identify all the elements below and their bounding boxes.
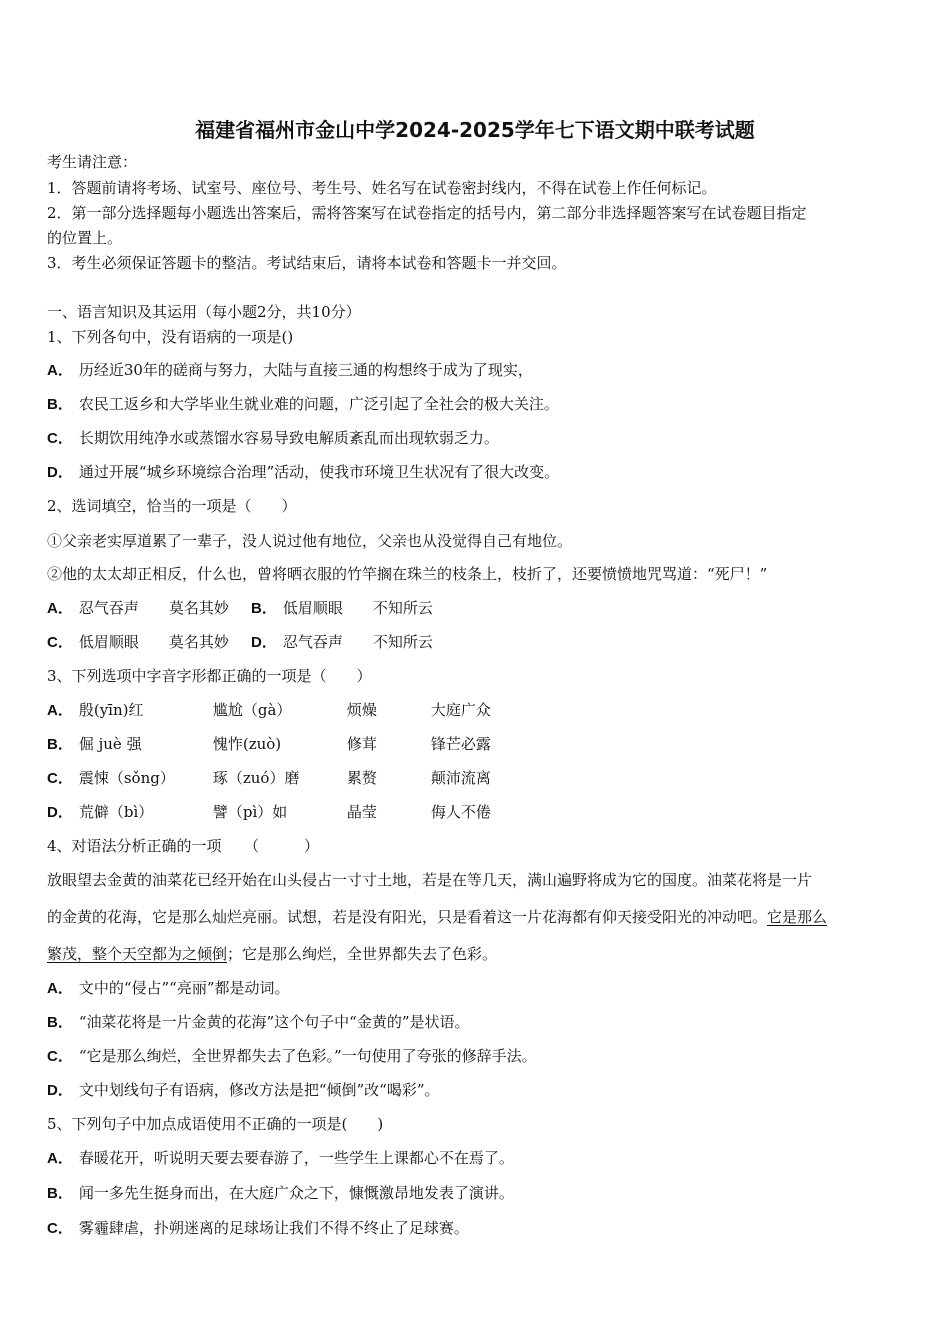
q4-passage-line-2 xyxy=(47,907,827,927)
question-stem-1: 1、下列各句中，没有语病的一项是() xyxy=(47,328,294,346)
option-cell: 倔 juè 强 xyxy=(78,735,142,753)
option-cell: 尴尬（gà） xyxy=(212,701,292,719)
option-text: 闻一多先生挺身而出，在大庭广众之下，慷慨激昂地发表了演讲。 xyxy=(78,1184,514,1202)
option-text: 春暖花开，听说明天要去要春游了，一些学生上课都心不在焉了。 xyxy=(78,1149,514,1167)
option-label: B． xyxy=(47,396,73,413)
option-text: “油菜花将是一片金黄的花海”这个句子中“金黄的”是状语。 xyxy=(78,1013,470,1031)
option-text: “它是那么绚烂，全世界都失去了色彩。”一句使用了夸张的修辞手法。 xyxy=(78,1047,537,1065)
option-label: C． xyxy=(47,1048,73,1065)
q2-options-row-1 xyxy=(47,598,433,619)
option-label: C． xyxy=(47,1220,73,1237)
q2-option-c xyxy=(47,632,251,653)
option-cell: 锋芒必露 xyxy=(430,735,491,753)
passage-text: 的金黄的花海，它是那么灿烂亮丽。试想，若是没有阳光，只是看着这一片花海都有仰天接受阳光的冲动吧。 xyxy=(47,908,768,926)
option-cell: 琢（zuó）磨 xyxy=(212,769,300,787)
option-label: C． xyxy=(47,634,73,651)
option-label: A． xyxy=(47,362,73,379)
q4-option-c xyxy=(47,1046,537,1067)
q1-option-c xyxy=(47,428,499,449)
option-cell: 譬（pì）如 xyxy=(212,803,288,821)
option-label: D． xyxy=(47,1082,73,1099)
option-label: A． xyxy=(47,980,73,997)
question-stem-5: 5、下列句子中加点成语使用不正确的一项是( ) xyxy=(47,1115,384,1133)
q2-sentence-1: ①父亲老实厚道累了一辈子，没人说过他有地位，父亲也从没觉得自己有地位。 xyxy=(47,532,573,550)
q1-option-b xyxy=(47,394,559,415)
underlined-text: 它是那么 xyxy=(767,908,828,926)
option-cell: 荒僻（bì） xyxy=(78,803,154,821)
option-text: 通过开展“城乡环境综合治理”活动，使我市环境卫生状况有了很大改变。 xyxy=(78,463,560,481)
q3-option-b xyxy=(47,734,491,755)
option-label: C． xyxy=(47,430,73,447)
q3-option-c xyxy=(47,768,491,789)
option-label: A． xyxy=(47,600,73,617)
q2-option-d xyxy=(251,632,433,653)
option-label: A． xyxy=(47,702,73,719)
notice-item: 1．答题前请将考场、试室号、座位号、考生号、姓名写在试卷密封线内，不得在试卷上作任何标记。 xyxy=(47,179,717,197)
q4-option-b xyxy=(47,1012,470,1033)
q1-option-d xyxy=(47,462,559,483)
notice-item: 2．第一部分选择题每小题选出答案后，需将答案写在试卷指定的括号内，第二部分非选择题答案写在试卷题目指定 xyxy=(47,204,807,222)
page-title: 福建省福州市金山中学2024-2025学年七下语文期中联考试题 xyxy=(195,118,755,142)
option-text: 文中划线句子有语病，修改方法是把“倾倒”改“喝彩”。 xyxy=(78,1081,440,1099)
option-text: 长期饮用纯净水或蒸馏水容易导致电解质紊乱而出现软弱乏力。 xyxy=(78,429,499,447)
option-cell: 侮人不倦 xyxy=(430,803,491,821)
q3-option-d xyxy=(47,802,491,823)
option-cell: 晶莹 xyxy=(346,803,377,821)
q2-option-b xyxy=(251,598,433,619)
q2-option-a xyxy=(47,598,251,619)
underlined-text: 繁茂，整个天空都为之倾倒 xyxy=(47,945,228,963)
option-text: 农民工返乡和大学毕业生就业难的问题，广泛引起了全社会的极大关注。 xyxy=(78,395,559,413)
q5-option-b xyxy=(47,1183,514,1204)
q4-option-d xyxy=(47,1080,440,1101)
q3-option-a xyxy=(47,700,491,721)
passage-text: ；它是那么绚烂，全世界都失去了色彩。 xyxy=(227,945,498,963)
notice-item: 的位置上。 xyxy=(47,229,123,247)
question-stem-2: 2、选词填空，恰当的一项是（ ） xyxy=(47,497,297,515)
question-stem-4: 4、对语法分析正确的一项 （ ） xyxy=(47,837,320,855)
option-cell: 愧怍(zuò) xyxy=(212,735,282,753)
notice-item: 3．考生必须保证答题卡的整洁。考试结束后，请将本试卷和答题卡一并交回。 xyxy=(47,254,567,272)
q5-option-a xyxy=(47,1148,514,1169)
option-label: B． xyxy=(47,1014,73,1031)
option-cell: 震悚（sǒng） xyxy=(78,769,175,787)
option-text: 忍气吞声 莫名其妙 xyxy=(78,599,229,617)
q4-option-a xyxy=(47,978,290,999)
option-cell: 累赘 xyxy=(346,769,377,787)
option-label: D． xyxy=(251,634,277,651)
option-cell: 颠沛流离 xyxy=(430,769,491,787)
option-label: D． xyxy=(47,804,73,821)
option-text: 忍气吞声 不知所云 xyxy=(282,633,433,651)
option-text: 低眉顺眼 莫名其妙 xyxy=(78,633,229,651)
option-label: B． xyxy=(47,1185,73,1202)
option-label: C． xyxy=(47,770,73,787)
q4-passage-line-3 xyxy=(47,944,497,964)
option-cell: 烦燥 xyxy=(346,701,377,719)
option-cell: 殷(yīn)红 xyxy=(78,701,144,719)
option-text: 文中的“侵占”“亮丽”都是动词。 xyxy=(78,979,290,997)
option-label: D． xyxy=(47,464,73,481)
question-stem-3: 3、下列选项中字音字形都正确的一项是（ ） xyxy=(47,667,372,685)
q4-passage-line-1: 放眼望去金黄的油菜花已经开始在山头侵占一寸寸土地，若是在等几天，满山遍野将成为它的国度。油菜花将是一片 xyxy=(47,871,813,889)
option-label: A． xyxy=(47,1150,73,1167)
q2-sentence-2: ②他的太太却正相反，什么也，曾将晒衣服的竹竿搁在珠兰的枝条上，枝折了，还要愤愤地咒骂道：“死尸！” xyxy=(47,565,768,583)
option-text: 历经近30年的磋商与努力，大陆与直接三通的构想终于成为了现实， xyxy=(78,361,533,379)
q5-option-c xyxy=(47,1218,469,1239)
option-cell: 修茸 xyxy=(346,735,377,753)
option-cell: 大庭广众 xyxy=(430,701,491,719)
option-label: B． xyxy=(251,600,277,617)
notice-heading: 考生请注意： xyxy=(47,153,138,171)
q2-options-row-2 xyxy=(47,632,433,653)
option-text: 低眉顺眼 不知所云 xyxy=(282,599,433,617)
option-label: B． xyxy=(47,736,73,753)
q1-option-a xyxy=(47,360,533,381)
section-heading: 一、语言知识及其运用（每小题2分，共10分） xyxy=(47,303,361,321)
option-text: 雾霾肆虐，扑朔迷离的足球场让我们不得不终止了足球赛。 xyxy=(78,1219,469,1237)
